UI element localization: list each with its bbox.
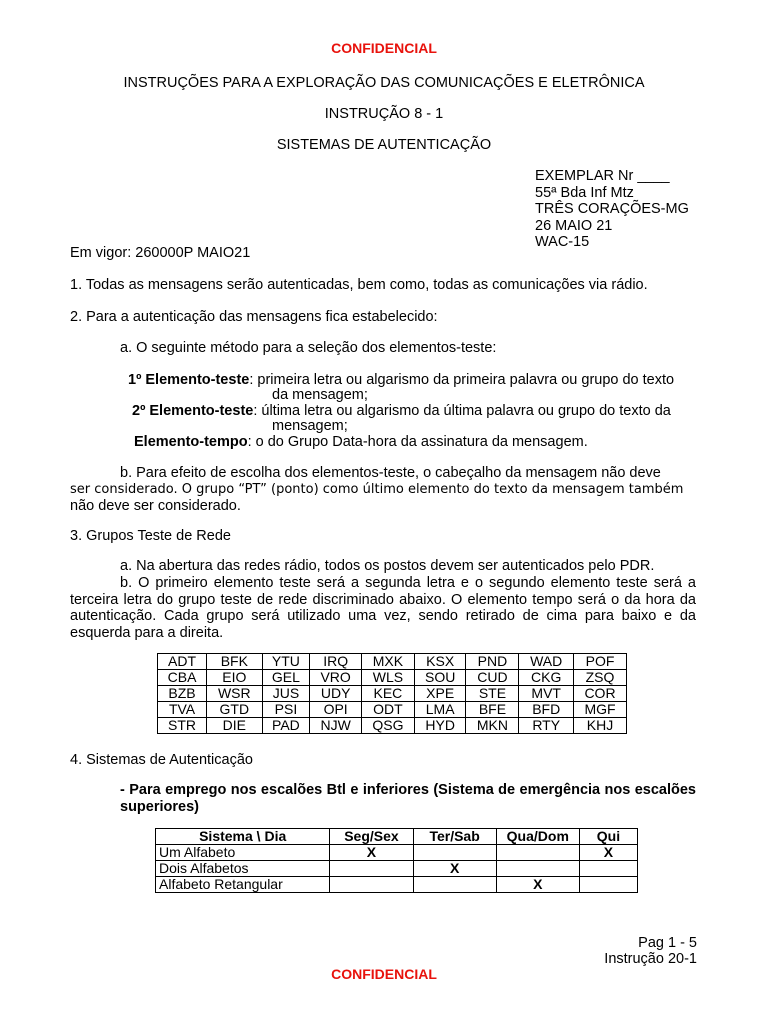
code-cell: POF xyxy=(574,654,627,670)
code-cell: GEL xyxy=(262,670,310,686)
auth-table-header: Ter/Sab xyxy=(413,829,496,845)
code-cell: ZSQ xyxy=(574,670,627,686)
document-subject: SISTEMAS DE AUTENTICAÇÃO xyxy=(276,137,492,153)
page-number: Pag 1 - 5 xyxy=(638,935,697,951)
system-name-cell: Um Alfabeto xyxy=(156,845,330,861)
element-test-2-cont: mensagem; xyxy=(272,418,348,434)
item-1: 1. Todas as mensagens serão autenticadas, bem como, todas as comunicações via rádio. xyxy=(70,277,648,293)
confidential-header: CONFIDENCIAL xyxy=(331,40,437,56)
issuer-line: TRÊS CORAÇÕES-MG xyxy=(535,201,689,217)
network-test-groups-table xyxy=(157,653,627,734)
item-4-note: - Para emprego nos escalões Btl e inferiores (Sistema de emergência nos escalões superiores) xyxy=(120,782,696,815)
item-3a: a. Na abertura das redes rádio, todos os postos devem ser autenticados pelo PDR. xyxy=(120,558,655,574)
codes-row xyxy=(158,686,627,702)
code-cell: STE xyxy=(466,686,519,702)
code-cell: PSI xyxy=(262,702,310,718)
code-cell: BFE xyxy=(466,702,519,718)
item-2a: a. O seguinte método para a seleção dos elementos-teste: xyxy=(120,340,497,356)
code-cell: HYD xyxy=(414,718,466,734)
day-mark-cell: X xyxy=(413,861,496,877)
item-2b-line3: não deve ser considerado. xyxy=(70,498,241,514)
code-cell: GTD xyxy=(207,702,262,718)
code-cell: NJW xyxy=(310,718,362,734)
code-cell: RTY xyxy=(519,718,574,734)
issuer-line: EXEMPLAR Nr ____ xyxy=(535,168,670,184)
auth-table-row xyxy=(156,861,638,877)
element-time-label: Elemento-tempo xyxy=(134,434,248,450)
code-cell: LMA xyxy=(414,702,466,718)
codes-row xyxy=(158,670,627,686)
auth-table-header: Seg/Sex xyxy=(330,829,413,845)
codes-row xyxy=(158,718,627,734)
item-2b-line2: ser considerado. O grupo “PT” (ponto) como último elemento do texto da mensagem também xyxy=(70,482,684,497)
code-cell: VRO xyxy=(310,670,362,686)
issuer-line: 26 MAIO 21 xyxy=(535,217,613,234)
day-mark-cell: X xyxy=(330,845,413,861)
code-cell: PND xyxy=(466,654,519,670)
code-cell: BFD xyxy=(519,702,574,718)
code-cell: JUS xyxy=(262,686,310,702)
day-mark-cell xyxy=(496,861,579,877)
day-mark-cell xyxy=(413,877,496,893)
code-cell: STR xyxy=(158,718,207,734)
code-cell: WLS xyxy=(361,670,414,686)
element-test-1-cont: da mensagem; xyxy=(272,387,368,403)
element-time-text: : o do Grupo Data-hora da assinatura da mensagem. xyxy=(247,434,588,450)
code-cell: CBA xyxy=(158,670,207,686)
day-mark-cell xyxy=(496,845,579,861)
code-cell: XPE xyxy=(414,686,466,702)
element-test-1-text: : primeira letra ou algarismo da primeira palavra ou grupo do texto xyxy=(249,372,675,388)
day-mark-cell: X xyxy=(496,877,579,893)
code-cell: COR xyxy=(574,686,627,702)
day-mark-cell xyxy=(413,845,496,861)
day-mark-cell: X xyxy=(579,845,637,861)
element-test-1 xyxy=(128,372,674,388)
code-cell: CKG xyxy=(519,670,574,686)
code-cell: WAD xyxy=(519,654,574,670)
day-mark-cell xyxy=(330,861,413,877)
code-cell: IRQ xyxy=(310,654,362,670)
item-4-heading: 4. Sistemas de Autenticação xyxy=(70,752,253,768)
confidential-footer: CONFIDENCIAL xyxy=(331,966,437,982)
codes-row xyxy=(158,654,627,670)
code-cell: MVT xyxy=(519,686,574,702)
codes-row xyxy=(158,702,627,718)
code-cell: QSG xyxy=(361,718,414,734)
item-2b-line1: b. Para efeito de escolha dos elementos-teste, o cabeçalho da mensagem não deve xyxy=(120,465,661,481)
element-test-1-label: 1º Elemento-teste xyxy=(128,372,250,388)
code-cell: SOU xyxy=(414,670,466,686)
day-mark-cell xyxy=(579,877,637,893)
code-cell: CUD xyxy=(466,670,519,686)
issuer-block xyxy=(535,168,689,251)
code-cell: BZB xyxy=(158,686,207,702)
element-time xyxy=(134,434,588,450)
issuer-line: 55ª Bda Inf Mtz xyxy=(535,184,634,201)
code-cell: KHJ xyxy=(574,718,627,734)
code-cell: WSR xyxy=(207,686,262,702)
code-cell: KSX xyxy=(414,654,466,670)
effective-date: Em vigor: 260000P MAIO21 xyxy=(70,245,251,261)
code-cell: OPI xyxy=(310,702,362,718)
auth-table-header: Qua/Dom xyxy=(496,829,579,845)
code-cell: TVA xyxy=(158,702,207,718)
code-cell: ADT xyxy=(158,654,207,670)
item-3-heading: 3. Grupos Teste de Rede xyxy=(70,528,231,544)
system-name-cell: Dois Alfabetos xyxy=(156,861,330,877)
code-cell: DIE xyxy=(207,718,262,734)
code-cell: MGF xyxy=(574,702,627,718)
code-cell: YTU xyxy=(262,654,310,670)
issuer-line: WAC-15 xyxy=(535,234,590,250)
code-cell: MKN xyxy=(466,718,519,734)
authentication-systems-table xyxy=(155,828,638,893)
code-cell: KEC xyxy=(361,686,414,702)
auth-table-row xyxy=(156,877,638,893)
element-test-2 xyxy=(132,403,671,419)
item-3b: b. O primeiro elemento teste será a segunda letra e o segundo elemento teste será a terceira letra do grupo teste de rede discriminado abaixo. O elemento tempo será o da hora da autenticação. Cada grupo será utilizado uma vez, sendo retirado de cima para baixo e da esquerda para a direita. xyxy=(70,575,696,641)
day-mark-cell xyxy=(579,861,637,877)
document-title: INSTRUÇÕES PARA A EXPLORAÇÃO DAS COMUNICAÇÕES E ELETRÔNICA xyxy=(123,75,645,91)
code-cell: MXK xyxy=(361,654,414,670)
auth-table-header: Sistema \ Dia xyxy=(156,829,330,845)
code-cell: UDY xyxy=(310,686,362,702)
code-cell: ODT xyxy=(361,702,414,718)
element-test-2-text: : última letra ou algarismo da última palavra ou grupo do texto da xyxy=(253,403,671,419)
footer-instruction: Instrução 20-1 xyxy=(604,951,697,967)
system-name-cell: Alfabeto Retangular xyxy=(156,877,330,893)
auth-table-header: Qui xyxy=(579,829,637,845)
code-cell: EIO xyxy=(207,670,262,686)
item-2-intro: 2. Para a autenticação das mensagens fica estabelecido: xyxy=(70,309,438,325)
element-test-2-label: 2º Elemento-teste xyxy=(132,403,254,419)
day-mark-cell xyxy=(330,877,413,893)
auth-table-row xyxy=(156,845,638,861)
code-cell: BFK xyxy=(207,654,262,670)
code-cell: PAD xyxy=(262,718,310,734)
instruction-number: INSTRUÇÃO 8 - 1 xyxy=(324,106,444,122)
